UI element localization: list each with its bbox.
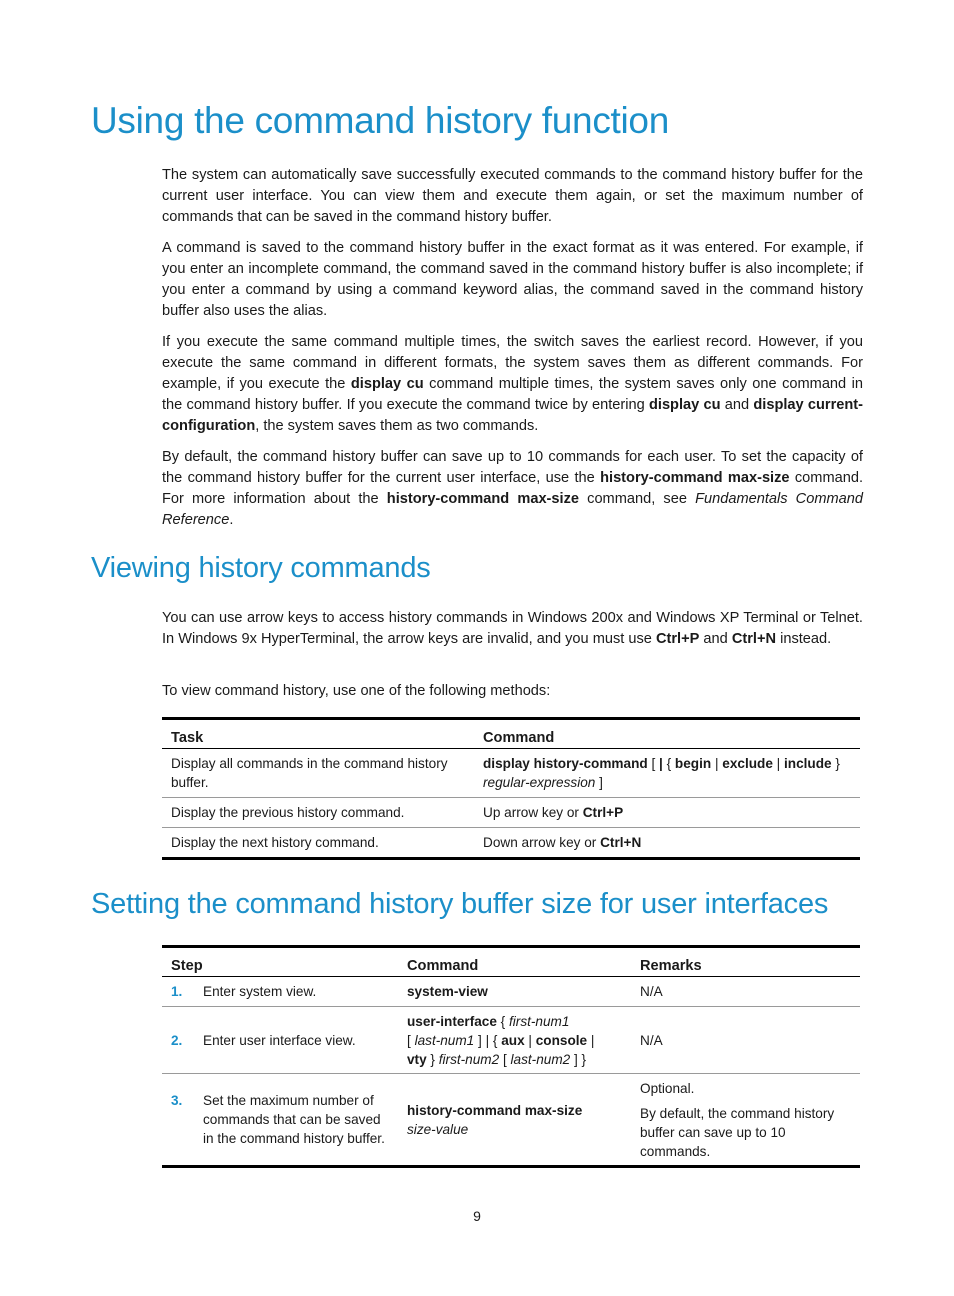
- command-cell: display history-command [ | { begin | exclude | include } regular-expression ]: [474, 749, 860, 798]
- remarks-cell: N/A: [631, 977, 860, 1007]
- step-cell: 1. Enter system view.: [162, 977, 398, 1007]
- arrow-keys-paragraph: You can use arrow keys to access history commands in Windows 200x and Windows XP Terminal or Telnet. In Windows 9x HyperTerminal, the arrow keys are invalid, and you must use Ctrl+P and Ctrl+N instead.: [162, 610, 863, 647]
- command-cell: Up arrow key or Ctrl+P: [474, 798, 860, 828]
- col-command: Command: [398, 947, 631, 977]
- cmd-history-max-size-2: history-command max-size: [386, 491, 580, 507]
- table-row: [162, 828, 860, 859]
- step-number: 1.: [171, 984, 183, 999]
- command-cell: history-command max-size size-value: [407, 1102, 583, 1137]
- table-row: [162, 1074, 860, 1167]
- view-history-table: [162, 717, 860, 860]
- buffer-size-table: [162, 945, 860, 1168]
- page-number: 9: [473, 1208, 481, 1224]
- table-row: [162, 749, 860, 798]
- step-cell: 2. Enter user interface view.: [162, 1007, 398, 1074]
- cmd-display-current-configuration: display current-configuration: [162, 397, 864, 434]
- task-cell: Display the previous history command.: [162, 798, 474, 828]
- col-remarks: Remarks: [631, 947, 860, 977]
- key-ctrl-n: Ctrl+N: [731, 631, 777, 647]
- table-row: [162, 1007, 860, 1074]
- task-cell: Display all commands in the command history buffer.: [162, 749, 474, 798]
- methods-intro: To view command history, use one of the following methods:: [162, 683, 551, 699]
- page-title: Using the command history function: [91, 100, 669, 141]
- table-header: [162, 947, 860, 977]
- step-number: 2.: [171, 1032, 183, 1048]
- reference-title: Fundamentals Command Reference: [162, 491, 863, 528]
- key-ctrl-p: Ctrl+P: [655, 631, 700, 647]
- command-cell: user-interface { first-num1 [ last-num1 ] | { aux | console | vty } first-num2 [ last-num2 ] }: [398, 1007, 631, 1074]
- remarks-cell: Optional. By default, the command history buffer can save up to 10 commands.: [640, 1080, 835, 1159]
- section-title-buffer-size: Setting the command history buffer size for user interfaces: [91, 888, 829, 920]
- table-row: [162, 977, 860, 1007]
- duplicate-paragraph: If you execute the same command multiple times, the switch saves the earliest record. However, if you execute the same command in different formats, the system saves them as different commands. For example, if you execute the display cu command multiple times, the system saves only one command in the command history buffer. If you execute the command twice by entering display cu and display current-configuration, the system saves them as two commands.: [162, 334, 864, 434]
- step-number: 3.: [171, 1093, 183, 1108]
- cmd-display-cu: display cu: [350, 376, 424, 392]
- cmd-display-cu-2: display cu: [648, 397, 721, 413]
- task-cell: Display the next history command.: [171, 835, 379, 850]
- format-paragraph: A command is saved to the command history buffer in the exact format as it was entered. For example, if you enter an incomplete command, the command saved in the command history buffer is also incomplete; if you enter a command by using a command keyword alias, the command saved in the command history buffer also uses the alias.: [162, 240, 863, 319]
- capacity-paragraph: By default, the command history buffer can save up to 10 commands for each user. To set the capacity of the command history buffer for the current user interface, use the history-command max-size command. For more information about the history-command max-size command, see Fundamentals Command Reference.: [162, 449, 863, 528]
- command-cell: system-view: [398, 977, 631, 1007]
- col-command: Command: [474, 719, 860, 749]
- col-task: Task: [162, 719, 474, 749]
- section-title-viewing: Viewing history commands: [91, 552, 431, 584]
- table-header: [162, 719, 860, 749]
- remarks-cell: N/A: [631, 1007, 860, 1074]
- command-cell: Down arrow key or Ctrl+N: [483, 835, 642, 850]
- step-cell: 3. Set the maximum number of commands that can be saved in the command history buffer.: [171, 1093, 385, 1146]
- intro-paragraph: The system can automatically save successfully executed commands to the command history buffer for the current user interface. You can view them and execute them again, or set the maximum number of commands that can be saved in the command history buffer.: [162, 167, 863, 225]
- cmd-history-max-size: history-command max-size: [600, 470, 790, 486]
- col-step: Step: [162, 947, 398, 977]
- table-row: [162, 798, 860, 828]
